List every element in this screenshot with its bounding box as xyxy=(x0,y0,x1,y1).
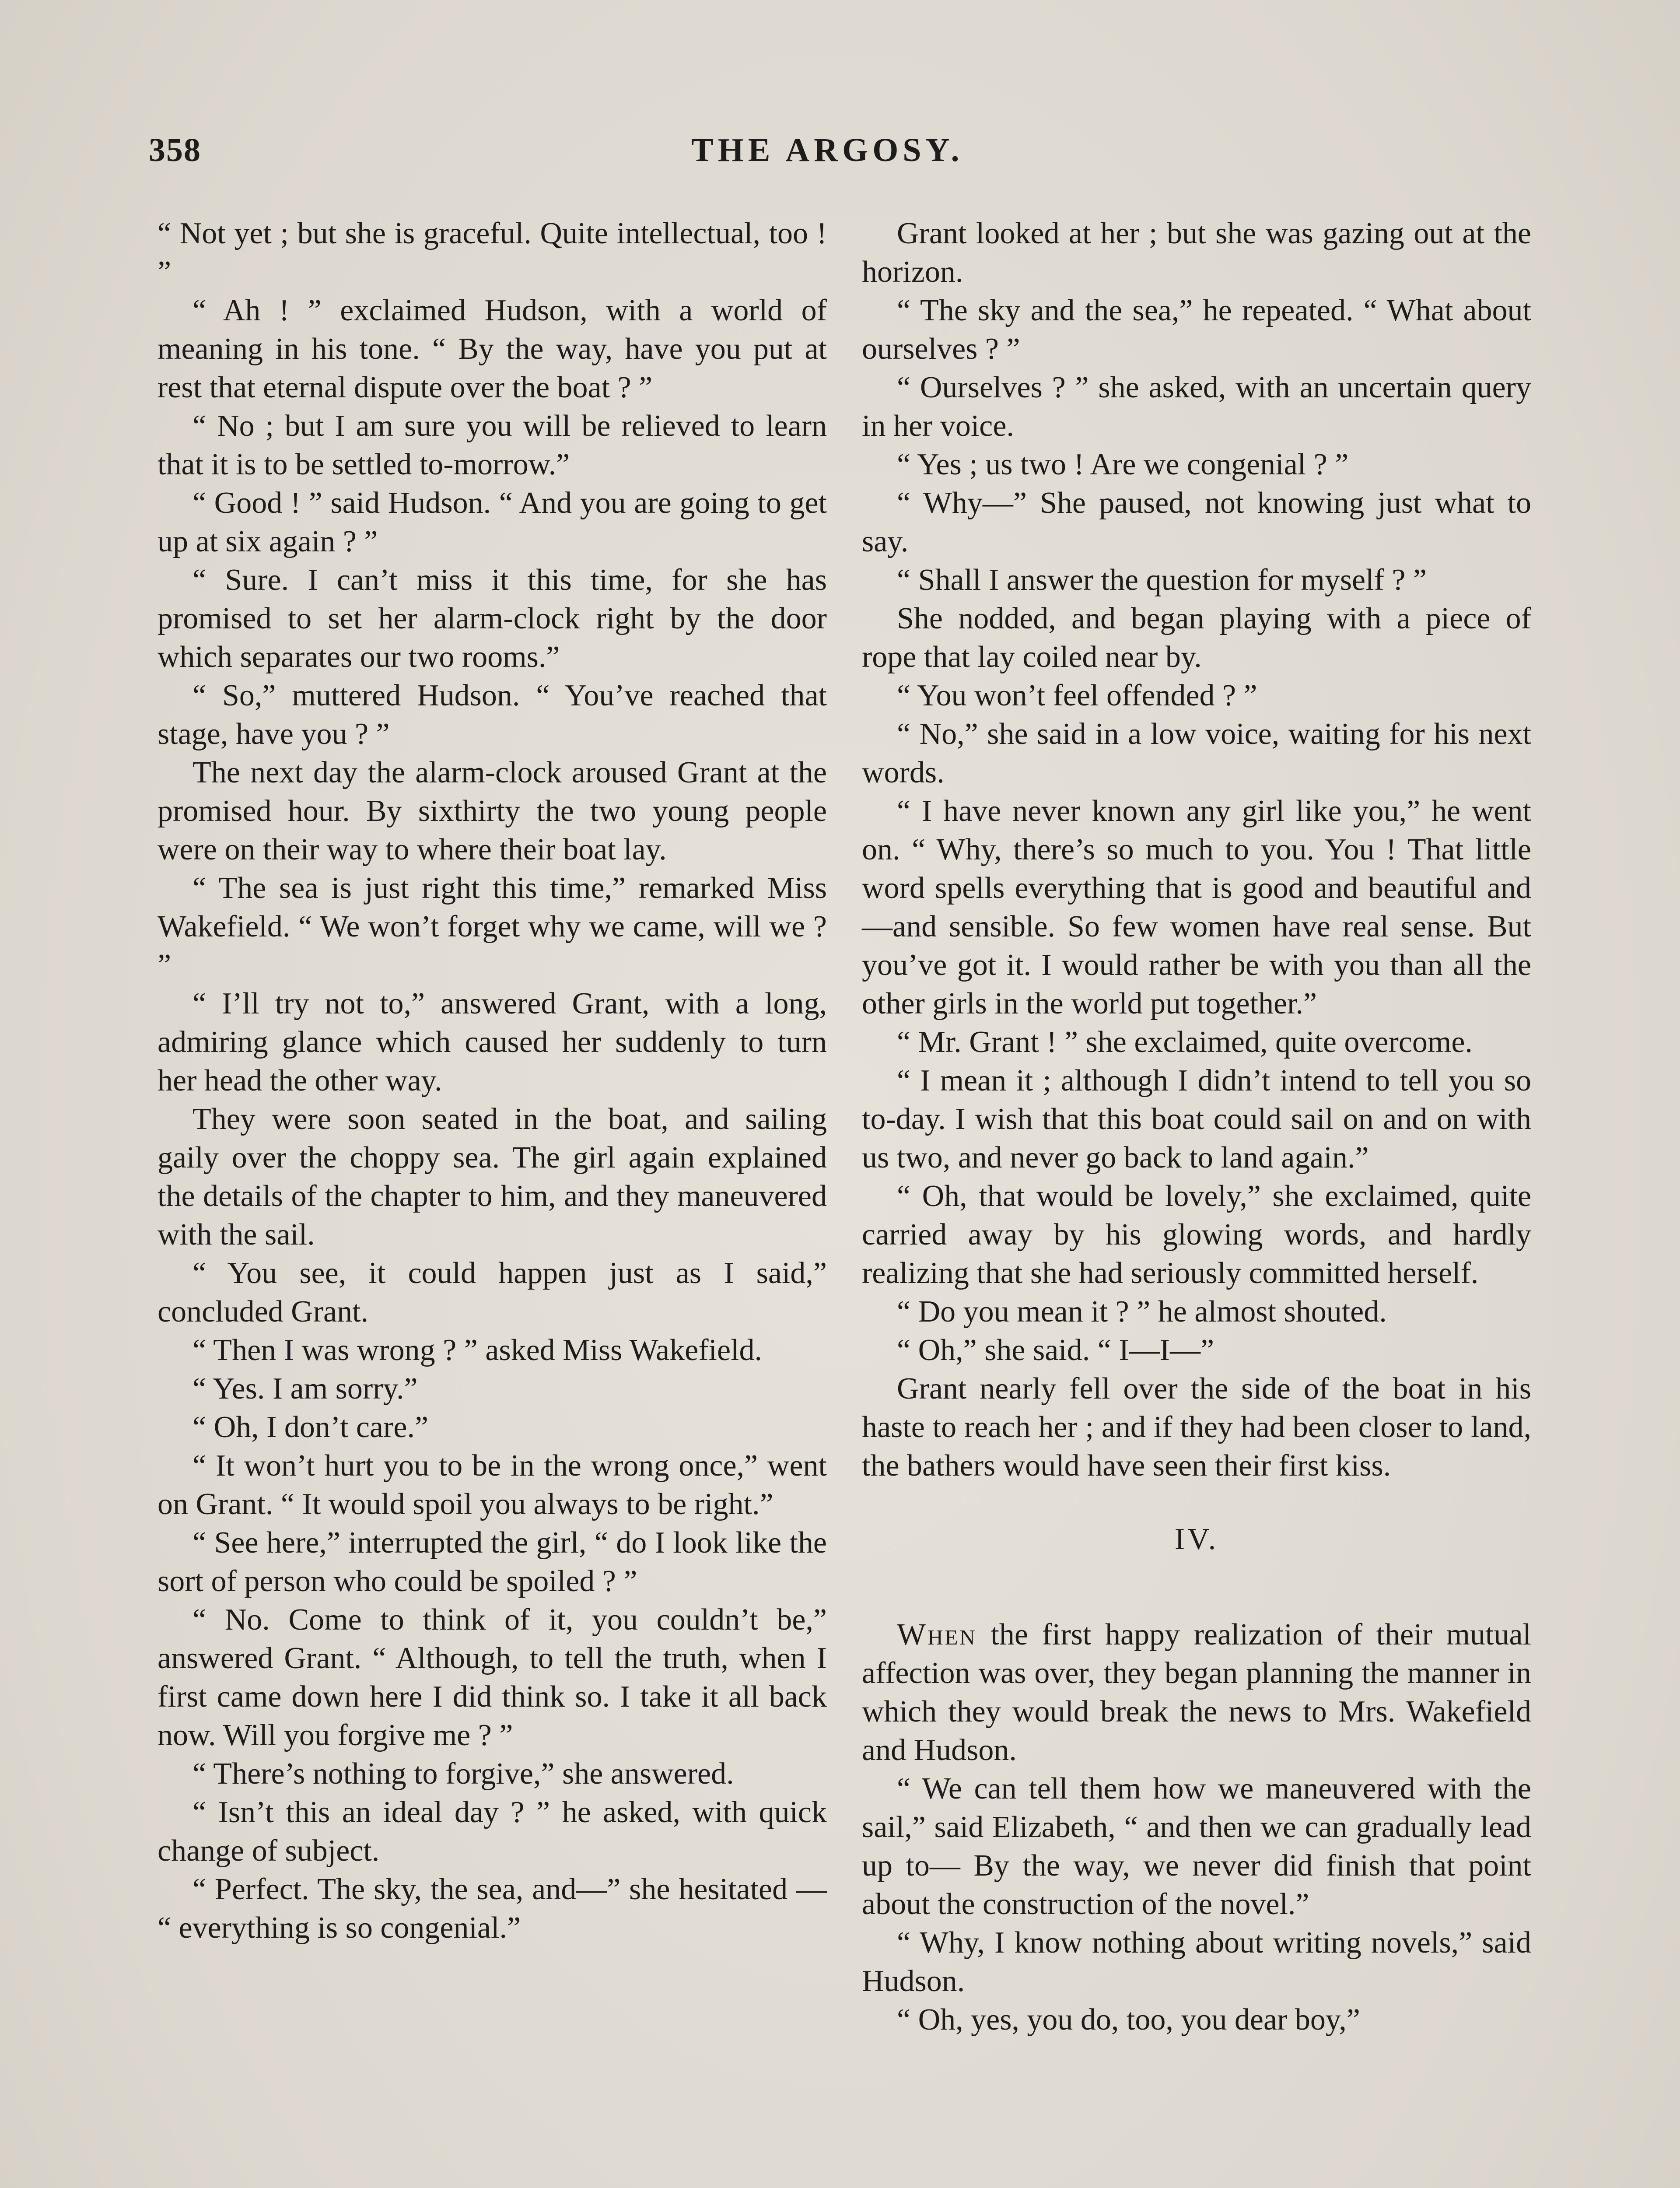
paragraph: “ Then I was wrong ? ” asked Miss Wakefield. xyxy=(192,1333,762,1367)
paragraph: “ We can tell them how we maneuvered with the sail,” said Elizabeth, “ and then we can gradually lead up to— By the way, we never did finish that point about the construction of the novel.” xyxy=(862,1772,1531,1921)
paragraph: “ I mean it ; although I didn’t intend to tell you so to-day. I wish that this boat could sail on and on with us two, and never go back to land again.” xyxy=(862,1064,1531,1175)
paragraph: “ Ourselves ? ” she asked, with an uncertain query in her voice. xyxy=(862,371,1531,443)
paragraph: “ No ; but I am sure you will be relieved to learn that it is to be settled to-morrow.” xyxy=(158,409,827,481)
paragraph: “ Oh,” she said. “ I—I—” xyxy=(897,1333,1214,1367)
paragraph: “ Mr. Grant ! ” she exclaimed, quite overcome. xyxy=(897,1025,1473,1059)
paragraph: “ The sea is just right this time,” remarked Miss Wakefield. “ We won’t forget why we came, will we ? ” xyxy=(158,871,827,982)
paragraph: “ Ah ! ” exclaimed Hudson, with a world of meaning in his tone. “ By the way, have you put at rest that eternal dispute over the boat ? ” xyxy=(158,294,827,404)
paragraph: “ I have never known any girl like you,” he went on. “ Why, there’s so much to you. You ! That little word spells everything that is good and beautiful and—and sensible. So few women have real sense. But you’ve got it. I would rather be with you than all the other girls in the world put together.” xyxy=(862,794,1531,1020)
paragraph: “ The sky and the sea,” he repeated. “ What about ourselves ? ” xyxy=(862,294,1531,366)
page-header xyxy=(149,131,1540,184)
paragraph: They were soon seated in the boat, and sailing gaily over the choppy sea. The girl again explained the details of the chapter to him, and they maneuvered with the sail. xyxy=(158,1102,827,1252)
page-number: 358 xyxy=(149,132,201,168)
paragraph: “ Yes. I am sorry.” xyxy=(192,1372,418,1406)
paragraph: The next day the alarm-clock aroused Grant at the promised hour. By sixthirty the two young people were on their way to where their boat lay. xyxy=(158,756,827,866)
paragraph: “ Not yet ; but she is graceful. Quite intellectual, too ! ” xyxy=(158,217,827,289)
paragraph: “ There’s nothing to forgive,” she answered. xyxy=(192,1757,734,1791)
paragraph: Grant looked at her ; but she was gazing out at the horizon. xyxy=(862,217,1531,289)
paragraph: “ I’ll try not to,” answered Grant, with a long, admiring glance which caused her suddenly to turn her head the other way. xyxy=(158,987,827,1098)
paragraph: “ Shall I answer the question for myself ? ” xyxy=(897,563,1427,597)
paragraph: Grant nearly fell over the side of the boat in his haste to reach her ; and if they had been closer to land, the bathers would have seen their first kiss. xyxy=(862,1372,1531,1483)
paragraph: “ Oh, that would be lovely,” she exclaimed, quite carried away by his glowing words, and hardly realizing that she had seriously committed herself. xyxy=(862,1179,1531,1290)
paragraph: She nodded, and began playing with a piece of rope that lay coiled near by. xyxy=(862,602,1531,674)
paragraph: “ Yes ; us two ! Are we congenial ? ” xyxy=(897,448,1349,481)
paragraph: “ Oh, yes, you do, too, you dear boy,” xyxy=(897,2003,1360,2037)
paragraph: “ See here,” interrupted the girl, “ do I look like the sort of person who could be spoiled ? ” xyxy=(158,1526,827,1598)
paragraph: “ No,” she said in a low voice, waiting for his next words. xyxy=(862,717,1531,789)
section-first-paragraph-text: the first happy realization of their mutual affection was over, they began planning the manner in which they would break the news to Mrs. Wakefield and Hudson. xyxy=(862,1618,1531,1767)
running-head: THE ARGOSY. xyxy=(691,132,964,168)
left-column xyxy=(158,214,827,1947)
paragraph: “ Do you mean it ? ” he almost shouted. xyxy=(897,1295,1387,1329)
paragraph: “ You see, it could happen just as I said,” concluded Grant. xyxy=(158,1256,827,1329)
paragraph: “ Isn’t this an ideal day ? ” he asked, with quick change of subject. xyxy=(158,1795,827,1868)
paragraph: “ Sure. I can’t miss it this time, for she has promised to set her alarm-clock right by the door which separates our two rooms.” xyxy=(158,563,827,674)
paragraph: “ Oh, I don’t care.” xyxy=(192,1410,429,1444)
paragraph: “ Good ! ” said Hudson. “ And you are going to get up at six again ? ” xyxy=(158,486,827,558)
paragraph: “ Why—” She paused, not knowing just what to say. xyxy=(862,486,1531,558)
paragraph: “ Perfect. The sky, the sea, and—” she hesitated — “ everything is so congenial.” xyxy=(158,1872,827,1945)
section-first-paragraph xyxy=(862,1616,1531,1770)
section-first-word: When xyxy=(897,1618,977,1652)
paragraph: “ Why, I know nothing about writing novels,” said Hudson. xyxy=(862,1926,1531,1998)
paragraph: “ So,” muttered Hudson. “ You’ve reached that stage, have you ? ” xyxy=(158,679,827,751)
right-column xyxy=(862,214,1531,2039)
section-heading: IV. xyxy=(1174,1522,1219,1556)
paragraph: “ It won’t hurt you to be in the wrong once,” went on Grant. “ It would spoil you always to be right.” xyxy=(158,1449,827,1521)
paragraph: “ No. Come to think of it, you couldn’t be,” answered Grant. “ Although, to tell the truth, when I first came down here I did think so. I take it all back now. Will you forgive me ? ” xyxy=(158,1603,827,1752)
paragraph: “ You won’t feel offended ? ” xyxy=(897,679,1257,712)
